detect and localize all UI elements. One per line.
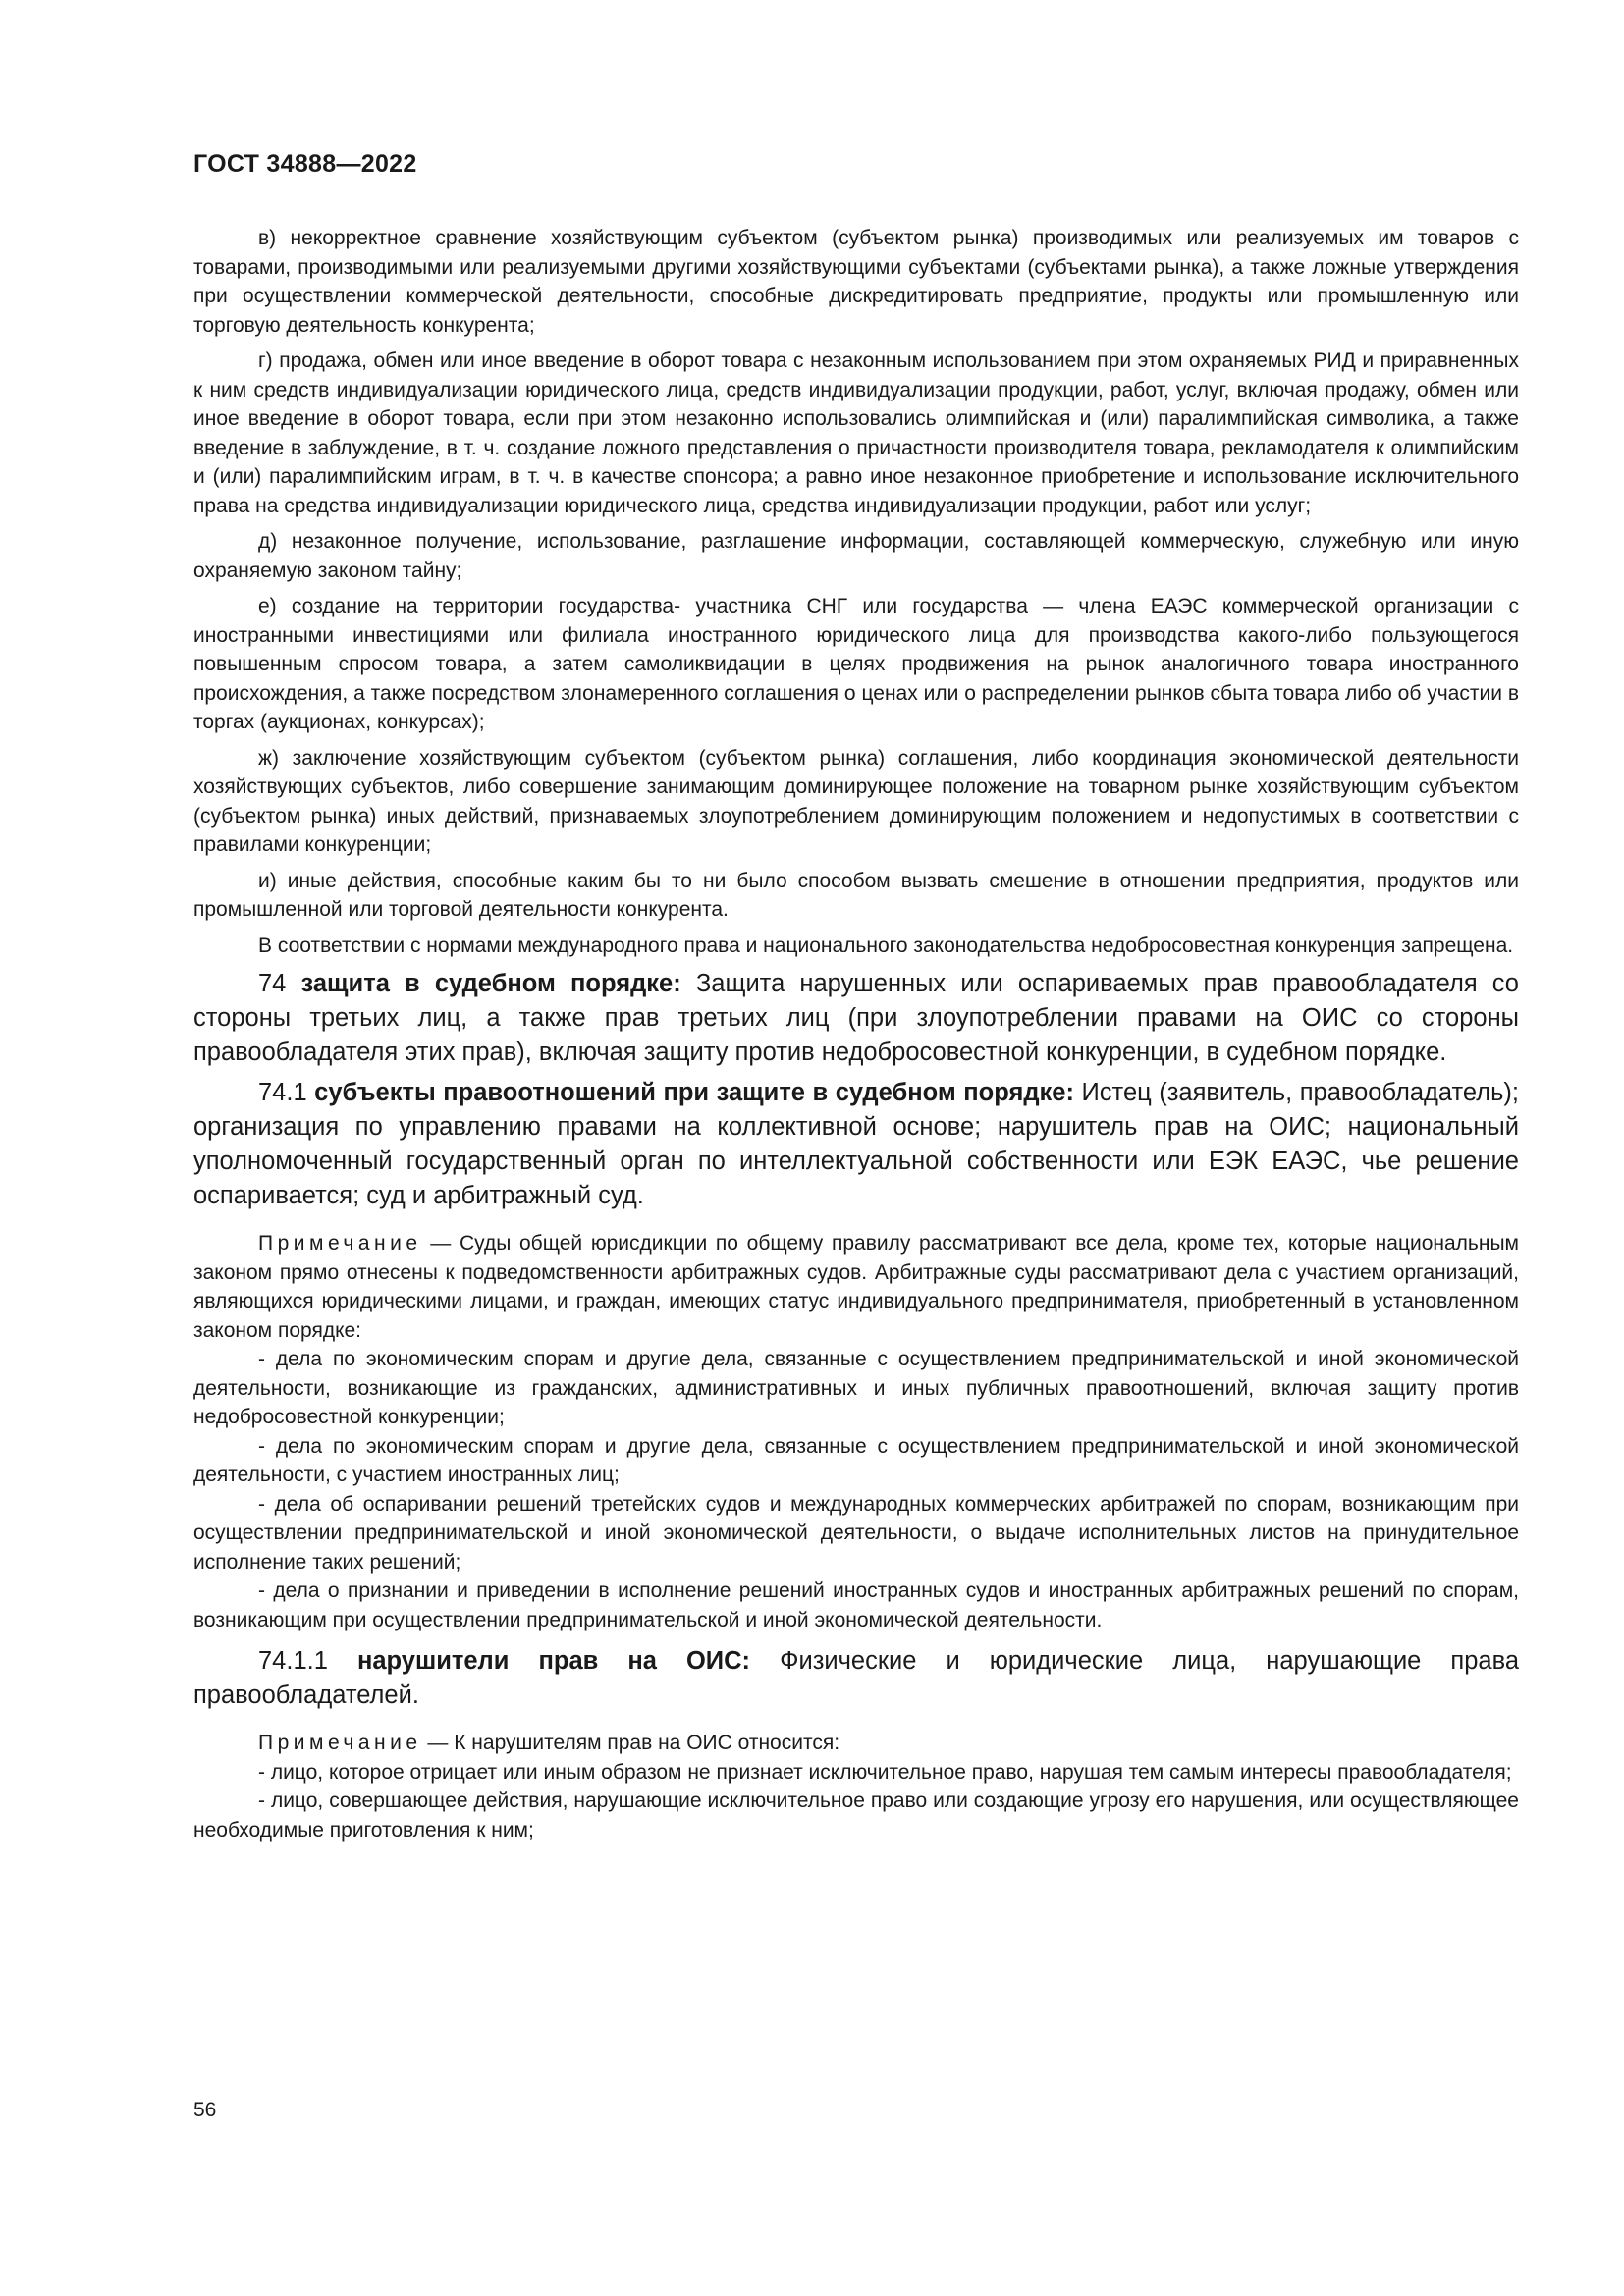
note-list-item: - лицо, которое отрицает или иным образом не признает исключительное право, нарушая тем самым интересы правообладателя; [258,1760,1512,1784]
note-list-item: - дела по экономическим спорам и другие дела, связанные с осуществлением предпринимательской и иной экономической деятельности, с участием иностранных лиц; [193,1434,1519,1486]
term-74-1 [193,1076,1519,1213]
term-74-1-1-definition: Физические и юридические лица, нарушающие права правообладателей. [193,1647,1520,1709]
list-item-zh: ж) заключение хозяйствующим субъектом (субъектом рынка) соглашения, либо координация экономической деятельности хозяйствующих субъектов, либо совершение занимающим доминирующее положение на товарном рынке хозяйствующим субъектом (субъектом рынка) иных действий, признаваемых злоупотреблением доминирующим положением и недопустимых в соответствии с правилами конкуренции; [193,746,1519,856]
term-74-number: 74 [258,970,287,997]
term-74 [193,967,1519,1070]
note-list-item: - лицо, совершающее действия, нарушающие исключительное право или создающие угрозу его нарушения, или осуществляющее необходимые приготовления к ним; [193,1789,1519,1842]
list-item-v: в) некорректное сравнение хозяйствующим субъектом (субъектом рынка) производимых или реализуемых им товаров с товарами, производимыми или реализуемыми другими хозяйствующими субъектами (субъектами рынка), а также ложные утверждения при осуществлении коммерческой деятельности, способные дискредитировать предприятие, продукты или промышленную или торговую деятельность конкурента; [193,227,1519,337]
note-74-1-1 [193,1729,1519,1844]
page-number: 56 [193,2099,217,2121]
note-74-1-1-intro [193,1729,1519,1758]
term-74-1-number: 74.1 [258,1079,307,1106]
note-text: — К нарушителям прав на ОИС относится: [421,1732,840,1754]
term-74-1-1-title: нарушители прав на ОИС: [356,1647,751,1675]
term-74-title: защита в судебном порядке: [300,970,681,997]
term-74-1-title: субъекты правоотношений при защите в судебном порядке: [314,1079,1074,1106]
list-item-i: и) иные действия, способные каким бы то ни было способом вызвать смешение в отношении предприятия, продуктов или промышленной или торговой деятельности конкурента. [193,869,1519,921]
term-74-1-1-number: 74.1.1 [258,1647,328,1675]
document-header: ГОСТ 34888—2022 [193,150,417,178]
closing-paragraph: В соответствии с нормами международного права и национального законодательства недобросовестная конкуренция запрещена. [258,934,1514,957]
note-list-item: - дела о признании и приведении в исполнение решений иностранных судов и иностранных арбитражных решений по спорам, возникающим при осуществлении предпринимательской и иной экономической деятельности. [193,1579,1519,1631]
note-74-1-intro [193,1229,1519,1345]
page-content [193,224,1519,1854]
list-item-g: г) продажа, обмен или иное введение в оборот товара с незаконным использованием при этом охраняемых РИД и приравненных к ним средств индивидуализации юридического лица, средств индивидуализации продукции, работ, услуг, включая продажу, обмен или иное введение в оборот товара, если при этом незаконно использовались олимпийская и (или) паралимпийская символика, а также введение в заблуждение, в т. ч. создание ложного представления о причастности производителя товара, рекламодателя к олимпийским и (или) паралимпийским играм, в т. ч. в качестве спонсора; а равно иное незаконное приобретение и использование исключительного права на средства индивидуализации юридического лица, средства индивидуализации продукции, работ или услуг; [193,349,1519,517]
note-label: Примечание [258,1232,422,1255]
note-list-item: - дела по экономическим спорам и другие дела, связанные с осуществлением предпринимательской и иной экономической деятельности, возникающие из гражданских, административных и иных публичных правоотношений, включая защиту против недобросовестной конкуренции; [193,1348,1519,1428]
note-list-item: - дела об оспаривании решений третейских судов и международных коммерческих арбитражей по спорам, возникающим при осуществлении предпринимательской и иной экономической деятельности, о выдаче исполнительных листов на принудительное исполнение таких решений; [193,1492,1519,1574]
note-74-1 [193,1229,1519,1634]
term-74-1-1 [193,1644,1519,1713]
term-74-definition: Защита нарушенных или оспариваемых прав правообладателя со стороны третьих лиц, а также прав третьих лиц (при злоупотреблении правами на ОИС со стороны правообладателя этих прав), включая защиту против недобросовестной конкуренции, в судебном порядке. [193,970,1519,1066]
term-74-1-definition: Истец (заявитель, правообладатель); организация по управлению правами на коллективной основе; нарушитель прав на ОИС; национальный уполномоченный государственный орган по интеллектуальной собственности или ЕЭК ЕАЭС, чье решение оспаривается; суд и арбитражный суд. [193,1079,1519,1209]
list-item-d: д) незаконное получение, использование, разглашение информации, составляющей коммерческую, служебную или иную охраняемую законом тайну; [193,530,1519,582]
note-text: — Суды общей юрисдикции по общему правилу рассматривают все дела, кроме тех, которые национальным законом прямо отнесены к подведомственности арбитражных судов. Арбитражные суды рассматривают дела с участием организаций, являющихся юридическими лицами, и граждан, имеющих статус индивидуального предпринимателя, приобретенный в установленном законом порядке: [193,1232,1519,1342]
list-item-e: е) создание на территории государства- участника СНГ или государства — члена ЕАЭС коммерческой организации с иностранными инвестициями или филиала иностранного юридического лица для производства какого-либо пользующегося повышенным спросом товара, а затем самоликвидации в целях продвижения на рынок аналогичного товара иностранного происхождения, а также посредством злонамеренного соглашения о ценах или о распределении рынков сбыта товара либо об участии в торгах (аукционах, конкурсах); [193,595,1519,733]
note-label: Примечание [258,1732,422,1754]
